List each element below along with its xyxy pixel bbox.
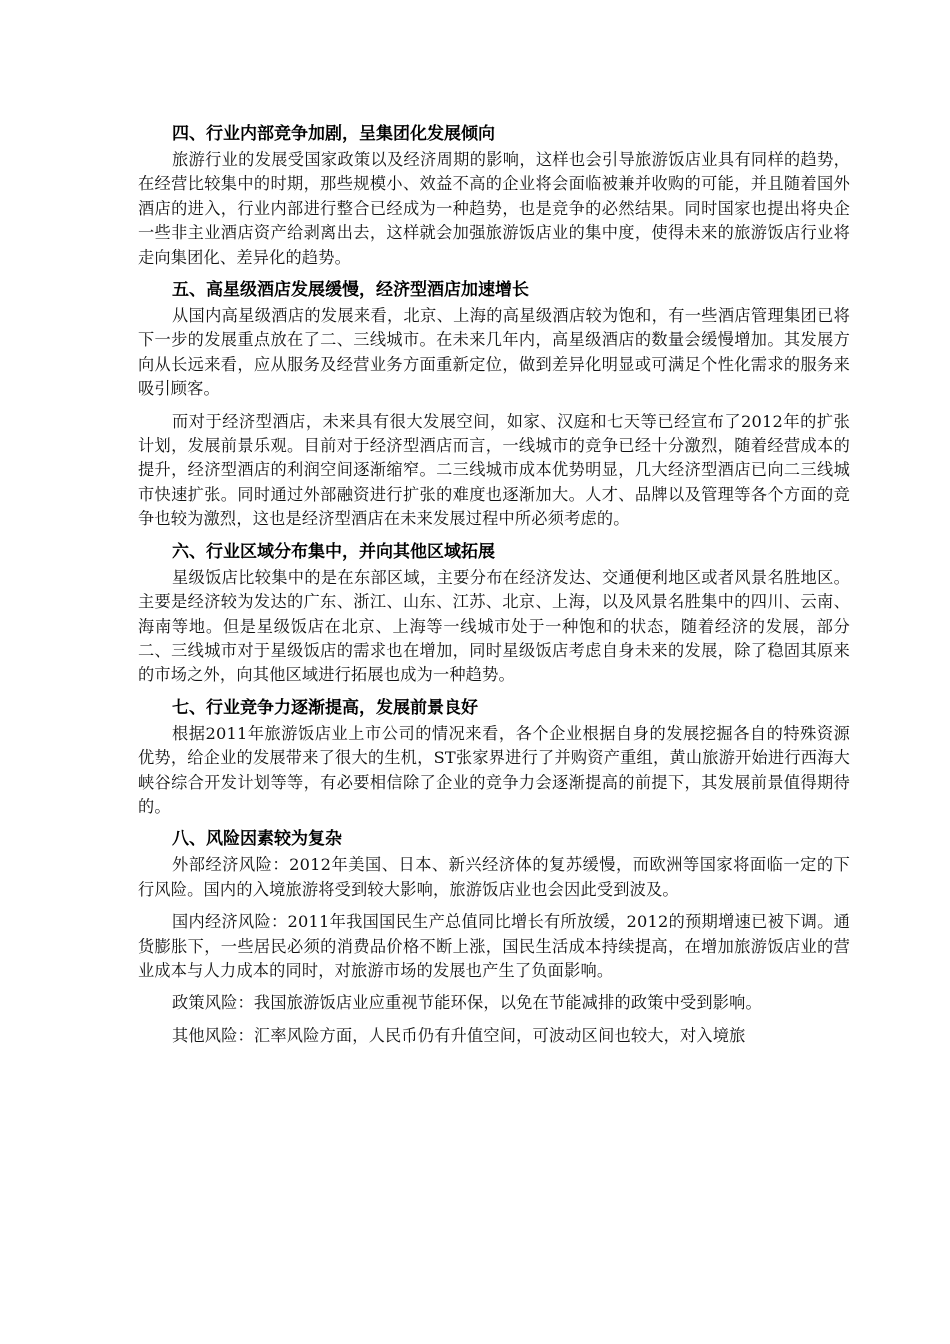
section-4 — [138, 122, 850, 270]
section-heading: 五、高星级酒店发展缓慢，经济型酒店加速增长 — [172, 280, 529, 301]
section-heading: 六、行业区域分布集中，并向其他区域拓展 — [172, 541, 495, 562]
paragraph: 而对于经济型酒店，未来具有很大发展空间，如家、汉庭和七天等已经宣布了2012年的扩张计划，发展前景乐观。目前对于经济型酒店而言，一线城市的竞争已经十分激烈，随着经营成本的提升，经济型酒店的利润空间逐渐缩窄。二三线城市成本优势明显，几大经济型酒店已向二三线城市快速扩张。同时通过外部融资进行扩张的难度也逐渐加大。人才、品牌以及管理等各个方面的竞争也较为激烈，这也是经济型酒店在未来发展过程中所必须考虑的。 — [138, 411, 850, 529]
paragraph: 从国内高星级酒店的发展来看，北京、上海的高星级酒店较为饱和，有一些酒店管理集团已将下一步的发展重点放在了二、三线城市。在未来几年内，高星级酒店的数量会缓慢增加。其发展方向从长远来看，应从服务及经营业务方面重新定位，做到差异化明显或可满足个性化需求的服务来吸引顾客。 — [138, 306, 850, 399]
document-page — [138, 122, 850, 1056]
section-heading: 八、风险因素较为复杂 — [172, 829, 342, 850]
section-heading: 四、行业内部竞争加剧，呈集团化发展倾向 — [172, 124, 495, 144]
section-8 — [138, 827, 850, 1048]
section-heading: 七、行业竞争力逐渐提高，发展前景良好 — [172, 697, 478, 718]
paragraph: 旅游行业的发展受国家政策以及经济周期的影响，这样也会引导旅游饭店业具有同样的趋势，在经营比较集中的时期，那些规模小、效益不高的企业将会面临被兼并收购的可能，并且随着国外酒店的进入，行业内部进行整合已经成为一种趋势，也是竞争的必然结果。同时国家也提出将央企一些非主业酒店资产给剥离出去，这样就会加强旅游饭店业的集中度，使得未来的旅游饭店行业将走向集团化、差异化的趋势。 — [138, 150, 850, 267]
section-6 — [138, 540, 850, 688]
section-5 — [138, 278, 850, 532]
paragraph: 其他风险：汇率风险方面，人民币仍有升值空间，可波动区间也较大，对入境旅 — [172, 1025, 746, 1045]
paragraph: 国内经济风险：2011年我国国民生产总值同比增长有所放缓，2012的预期增速已被下调。通货膨胀下，一些居民必须的消费品价格不断上涨，国民生活成本持续提高，在增加旅游饭店业的营业成本与人力成本的同时，对旅游市场的发展也产生了负面影响。 — [138, 912, 850, 980]
paragraph: 外部经济风险：2012年美国、日本、新兴经济体的复苏缓慢，而欧洲等国家将面临一定的下行风险。国内的入境旅游将受到较大影响，旅游饭店业也会因此受到波及。 — [138, 855, 850, 899]
paragraph: 星级饭店比较集中的是在东部区域，主要分布在经济发达、交通便利地区或者风景名胜地区。主要是经济较为发达的广东、浙江、山东、江苏、北京、上海，以及风景名胜集中的四川、云南、海南等地。但是星级饭店在北京、上海等一线城市处于一种饱和的状态，随着经济的发展，部分二、三线城市对于星级饭店的需求也在增加，同时星级饭店考虑自身未来的发展，除了稳固其原来的市场之外，向其他区域进行拓展也成为一种趋势。 — [138, 567, 850, 685]
paragraph: 根据2011年旅游饭店业上市公司的情况来看，各个企业根据自身的发展挖掘各自的特殊资源优势，给企业的发展带来了很大的生机，ST张家界进行了并购资产重组，黄山旅游开始进行西海大峡谷综合开发计划等等，有必要相信除了企业的竞争力会逐渐提高的前提下，其发展前景值得期待的。 — [138, 723, 850, 816]
section-7 — [138, 696, 850, 820]
paragraph: 政策风险：我国旅游饭店业应重视节能环保，以免在节能减排的政策中受到影响。 — [172, 993, 762, 1013]
